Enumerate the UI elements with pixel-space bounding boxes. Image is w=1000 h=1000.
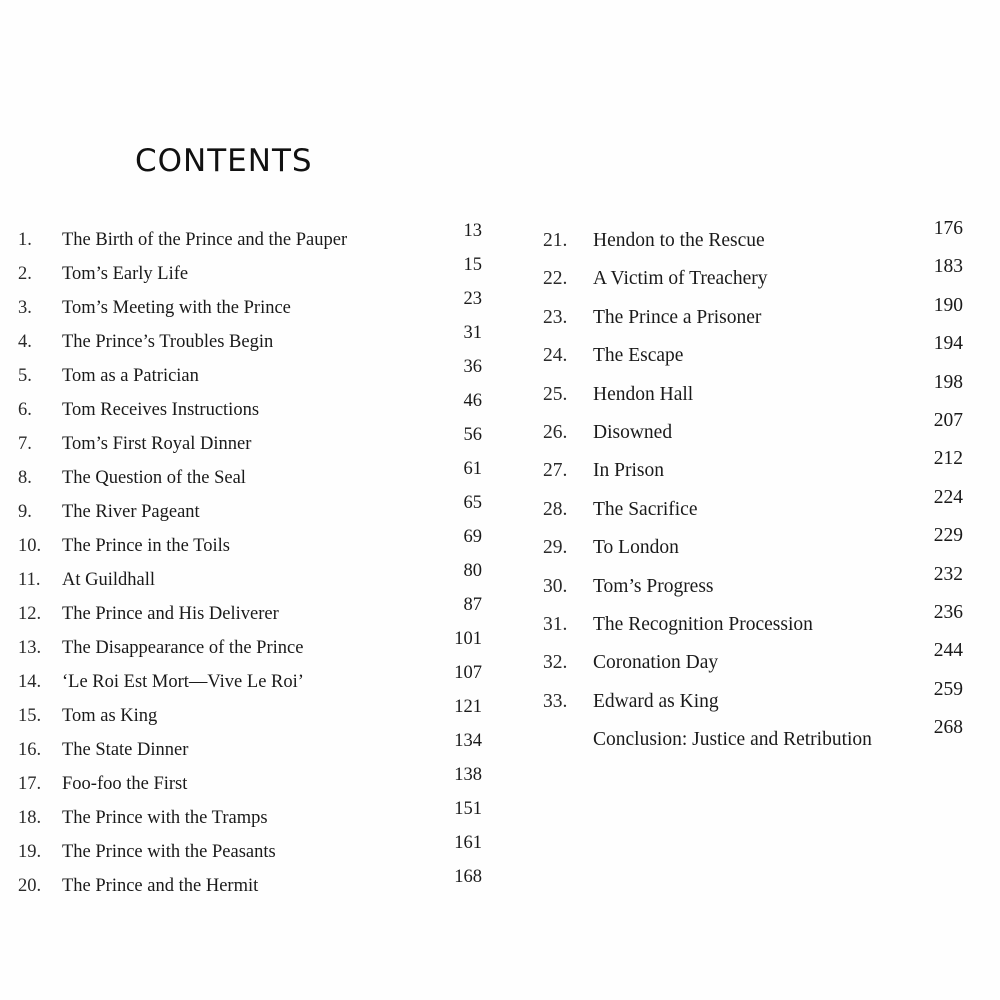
contents-column-left [18,223,498,903]
chapter-title: ‘Le Roi Est Mort—Vive Le Roi’ [62,672,304,692]
chapter-title: Tom Receives Instructions [62,400,260,420]
page-number: 36 [463,357,482,377]
page-number: 87 [463,595,482,615]
chapter-number: 1. [18,230,32,250]
page-number: 61 [463,459,482,479]
chapter-title: Foo-foo the First [62,774,188,794]
toc-entry [543,409,973,452]
chapter-title: The Prince and the Hermit [62,876,259,896]
page-number: 176 [933,218,963,239]
chapter-number: 12. [18,604,42,624]
chapter-number: 5. [18,366,32,386]
toc-entry [543,448,973,490]
chapter-number: 22. [543,268,568,290]
chapter-title: A Victim of Treachery [593,268,768,290]
page-number: 138 [454,765,482,785]
toc-entry [18,631,498,665]
chapter-title: Tom’s Meeting with the Prince [62,298,291,318]
chapter-number: 11. [18,570,41,590]
chapter-number: 9. [18,502,32,522]
toc-entry [543,256,973,298]
chapter-title: Hendon to the Rescue [593,230,765,251]
page-number: 183 [933,256,963,278]
chapter-title: The Prince with the Peasants [62,842,276,862]
chapter-title: The Prince a Prisoner [593,306,762,328]
chapter-number: 4. [18,332,32,352]
chapter-number: 20. [18,876,42,896]
page-number: 46 [463,391,482,411]
page-number: 65 [463,493,482,513]
toc-entry [543,371,973,414]
chapter-number: 17. [18,774,42,794]
toc-entry [543,333,973,375]
toc-entry [18,597,498,631]
chapter-title: At Guildhall [62,570,156,590]
chapter-number: 7. [18,434,32,454]
chapter-title: The Disappearance of the Prince [62,638,304,658]
page-number: 168 [454,867,482,887]
chapter-number: 10. [18,536,42,556]
page-number: 151 [454,799,482,819]
chapter-title: Coronation Day [593,652,719,674]
toc-entry [18,461,498,495]
chapter-title: Disowned [593,421,673,443]
toc-entry [18,733,498,767]
page-number: 229 [933,525,963,547]
page-number: 268 [933,717,963,739]
chapter-title: The Escape [593,345,684,367]
chapter-number: 6. [18,400,32,420]
toc-entry [18,223,498,257]
chapter-number: 26. [543,421,568,443]
chapter-title: To London [593,537,679,559]
toc-entry [18,529,498,563]
chapter-title: Hendon Hall [593,383,694,405]
chapter-number: 33. [543,690,568,712]
page-number: 207 [933,409,963,431]
page-number: 212 [933,448,963,470]
page-number: 190 [933,294,963,316]
chapter-number: 13. [18,638,42,658]
chapter-title: The Prince with the Tramps [62,808,268,828]
toc-entry [18,495,498,529]
toc-entry [18,869,498,903]
chapter-number: 25. [543,383,568,405]
toc-entry [543,486,973,529]
chapter-number: 21. [543,230,568,251]
toc-entry-conclusion [543,717,973,759]
chapter-title: The Prince’s Troubles Begin [62,332,274,352]
chapter-number: 16. [18,740,42,760]
chapter-number: 24. [543,345,568,367]
page-number: 161 [454,833,482,853]
page-number: 198 [933,371,963,393]
toc-entry [18,767,498,801]
chapter-number: 30. [543,575,568,597]
toc-entry [18,291,498,325]
chapter-number: 14. [18,672,42,692]
chapter-title: Tom as King [62,706,158,726]
toc-entry [18,359,498,393]
page-number: 56 [463,425,482,445]
toc-entry [18,427,498,461]
chapter-number: 15. [18,706,42,726]
chapter-number: 18. [18,808,42,828]
page-number: 224 [933,486,963,508]
toc-entry [18,835,498,869]
toc-entry [18,257,498,291]
toc-entry [543,294,973,337]
page-number: 15 [463,255,482,275]
page-number: 121 [454,697,482,717]
page-number: 134 [454,731,482,751]
page-number: 232 [933,563,963,585]
chapter-title: The Birth of the Prince and the Pauper [62,230,348,250]
chapter-title: Edward as King [593,690,719,712]
page-number: 31 [463,323,482,343]
chapter-number: 28. [543,498,568,520]
toc-entry [543,563,973,606]
toc-entry [18,325,498,359]
chapter-number: 29. [543,537,568,559]
chapter-title: The Question of the Seal [62,468,246,488]
conclusion-title: Conclusion: Justice and Retribution [593,729,872,751]
page-number: 236 [933,601,963,623]
chapter-title: The Recognition Procession [593,613,813,635]
chapter-title: Tom’s First Royal Dinner [62,434,252,454]
page-number: 69 [463,527,482,547]
page-number: 13 [463,221,482,241]
contents-heading: CONTENTS [135,143,313,179]
chapter-number: 3. [18,298,32,318]
toc-entry [18,801,498,835]
chapter-number: 27. [543,460,568,482]
chapter-number: 31. [543,613,568,635]
chapter-title: Tom’s Early Life [62,264,189,284]
page-number: 80 [463,561,482,581]
page-number: 107 [454,663,482,683]
chapter-title: The Prince in the Toils [62,536,230,556]
toc-entry [543,640,973,682]
chapter-number: 23. [543,306,568,328]
chapter-number: 32. [543,652,568,674]
toc-entry [543,678,973,721]
chapter-title: The Prince and His Deliverer [62,604,279,624]
contents-column-right [543,218,973,759]
chapter-number: 2. [18,264,32,284]
chapter-title: In Prison [593,460,664,482]
page-number: 194 [933,333,963,355]
chapter-title: The State Dinner [62,740,189,760]
toc-entry [18,563,498,597]
chapter-number: 19. [18,842,42,862]
page-number: 259 [933,678,963,700]
page-number: 101 [454,629,482,649]
chapter-title: Tom as a Patrician [62,366,199,386]
chapter-title: The River Pageant [62,502,200,522]
toc-entry [543,218,973,260]
chapter-number: 8. [18,468,32,488]
toc-entry [18,393,498,427]
toc-entry [18,665,498,699]
toc-entry [543,525,973,567]
chapter-title: The Sacrifice [593,498,698,520]
page-number: 244 [933,640,963,662]
toc-entry [18,699,498,733]
chapter-title: Tom’s Progress [593,575,714,597]
toc-entry [543,601,973,644]
page-number: 23 [463,289,482,309]
